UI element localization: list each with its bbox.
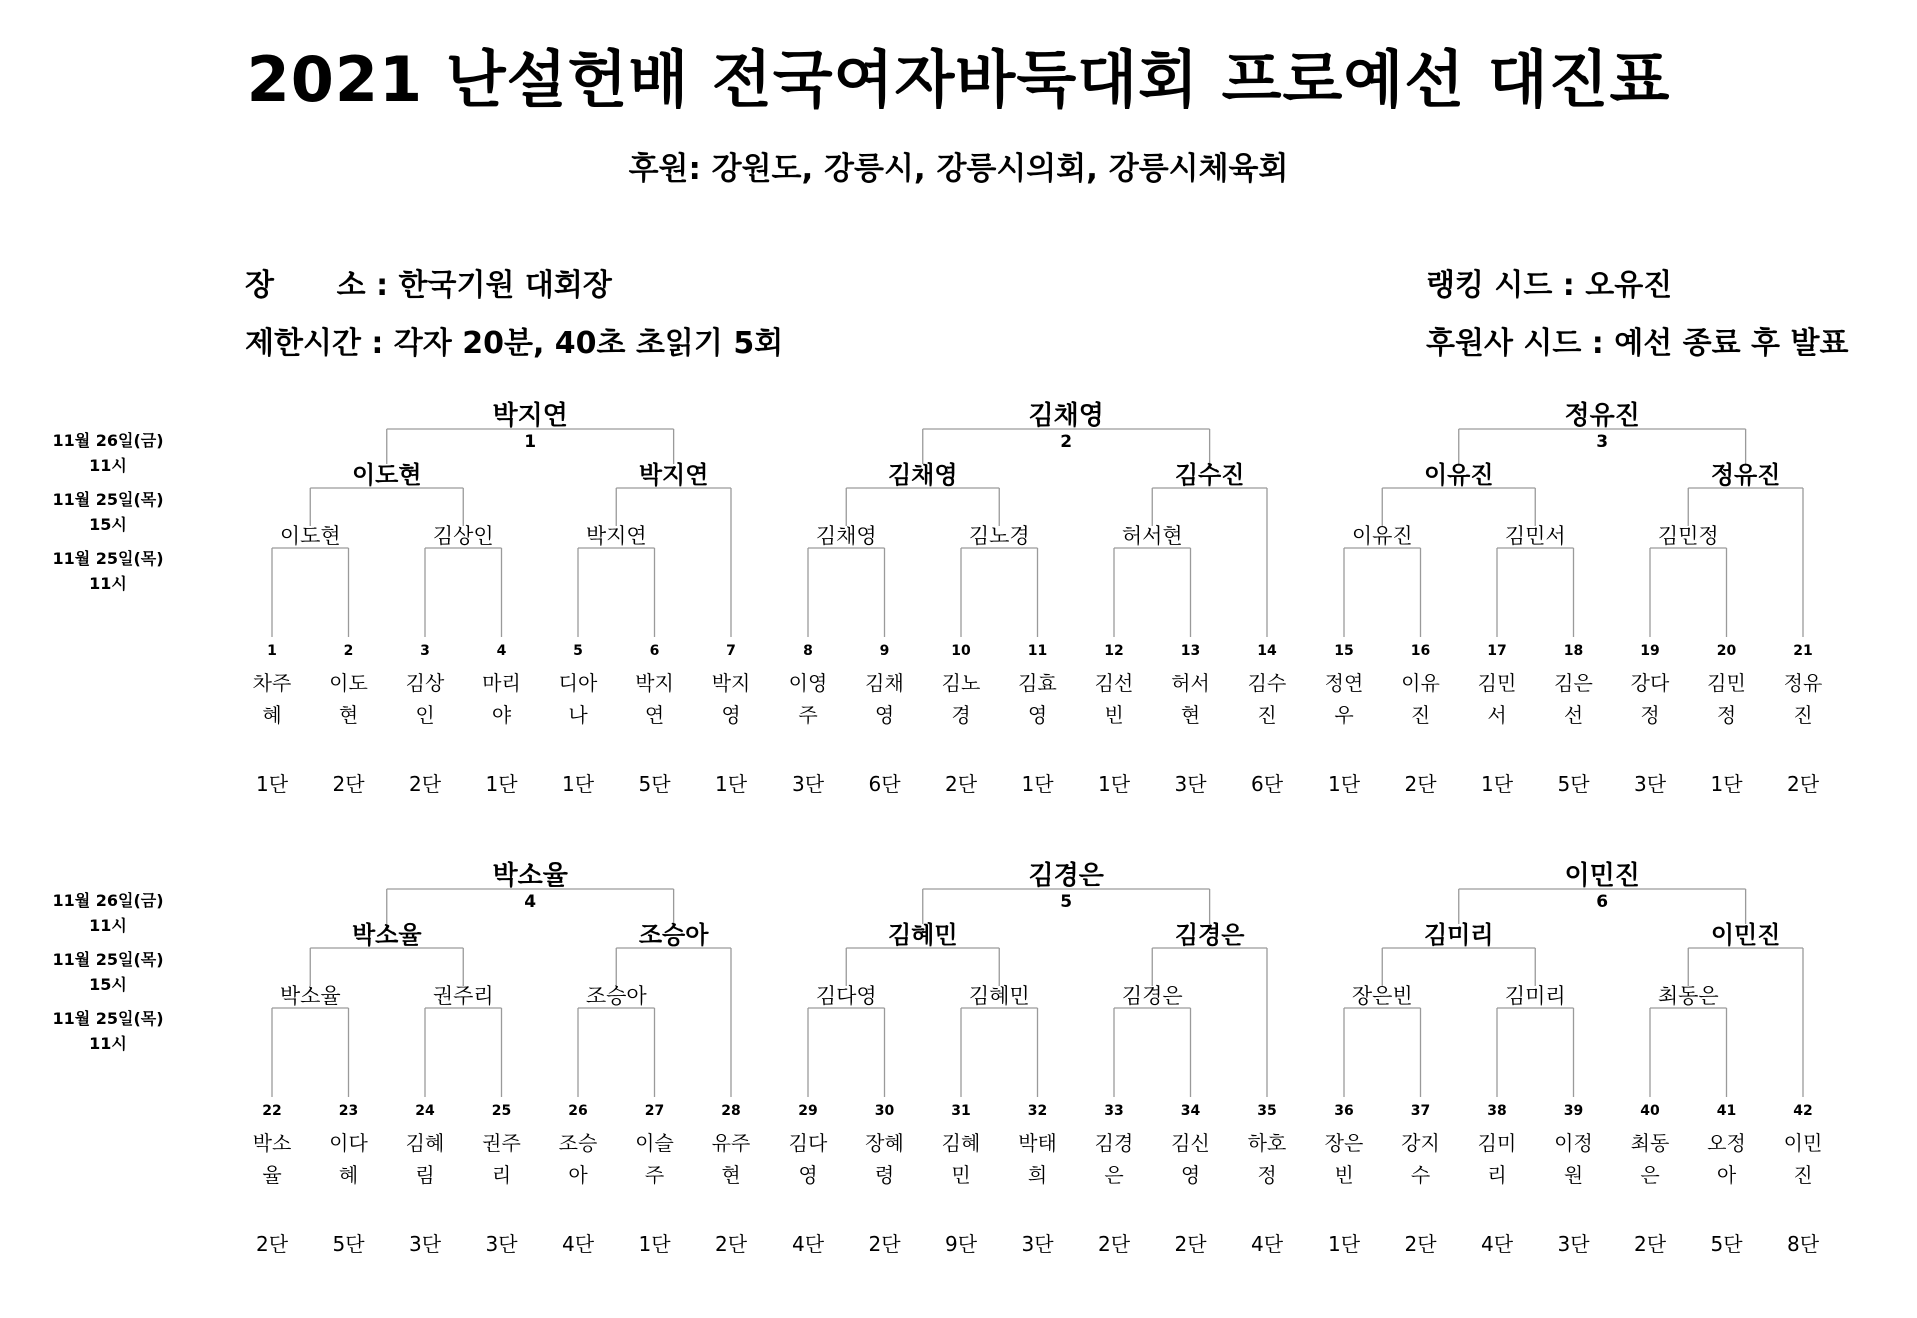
player-rank: 4단	[561, 1232, 595, 1256]
quarterfinal-winner: 허서현	[1121, 524, 1183, 548]
player-rank: 2단	[1404, 1232, 1437, 1256]
quarterfinal-winner: 김경은	[1121, 984, 1183, 1008]
player-seed-number: 37	[1410, 1103, 1431, 1119]
group-winner: 박지연	[492, 401, 568, 431]
player-rank: 1단	[1327, 1232, 1361, 1256]
player-rank: 1단	[1097, 772, 1131, 796]
player-seed-number: 33	[1104, 1103, 1124, 1119]
quarterfinal-winner: 김민서	[1504, 524, 1566, 548]
player-name: 김다영	[788, 1131, 828, 1187]
player-rank: 2단	[255, 1232, 289, 1256]
player-name: 김채영	[865, 671, 904, 727]
semifinal-winner: 박지연	[638, 461, 709, 489]
player-name: 김수진	[1247, 671, 1287, 727]
player-rank: 3단	[408, 1232, 442, 1256]
player-seed-number: 25	[491, 1103, 512, 1119]
player-name: 박지연	[635, 671, 674, 727]
schedule-entry	[28, 428, 188, 478]
player-rank: 2단	[1633, 1232, 1667, 1256]
semifinal-winner: 김경은	[1174, 921, 1245, 949]
player-name: 김효영	[1018, 671, 1057, 727]
player-name: 김경은	[1094, 1131, 1134, 1187]
schedule-entry	[28, 888, 188, 938]
quarterfinal-winner: 장은빈	[1351, 984, 1413, 1008]
player-rank: 4단	[1250, 1232, 1284, 1256]
player-name: 허서현	[1171, 671, 1210, 727]
player-seed-number: 42	[1793, 1103, 1813, 1119]
player-name: 김혜림	[405, 1131, 445, 1187]
player-seed-number: 22	[262, 1103, 282, 1119]
group-number: 3	[1596, 432, 1609, 452]
player-name: 김민서	[1477, 671, 1517, 727]
player-rank: 8단	[1786, 1232, 1820, 1256]
player-name: 박소율	[252, 1131, 292, 1187]
player-seed-number: 23	[338, 1103, 359, 1119]
group-number: 6	[1596, 892, 1609, 912]
semifinal-winner: 김채영	[887, 461, 958, 489]
player-name: 강지수	[1401, 1131, 1440, 1187]
player-name: 오정아	[1707, 1131, 1746, 1187]
group-number: 4	[524, 892, 537, 912]
quarterfinal-winner: 권주리	[432, 984, 494, 1008]
player-name: 이민진	[1783, 1131, 1823, 1187]
player-seed-number: 32	[1027, 1103, 1048, 1119]
player-rank: 2단	[1404, 772, 1437, 796]
player-name: 차주혜	[252, 671, 292, 727]
semifinal-winner: 박소율	[351, 921, 422, 949]
semifinal-winner: 정유진	[1710, 461, 1781, 489]
player-rank: 1단	[714, 772, 748, 796]
player-seed-number: 34	[1180, 1103, 1201, 1119]
player-name: 장혜령	[865, 1131, 904, 1187]
player-name: 박지영	[711, 671, 751, 727]
player-rank: 1단	[255, 772, 289, 796]
time-limit-value: : 각자 20분, 40초 초읽기 5회	[360, 326, 784, 361]
group-winner: 이민진	[1564, 861, 1640, 891]
player-name: 김혜민	[941, 1131, 981, 1187]
time-limit-label: 제한시간	[245, 326, 361, 361]
player-name: 정연우	[1324, 671, 1364, 727]
quarterfinal-winner: 김다영	[815, 984, 877, 1008]
quarterfinal-winner: 김혜민	[968, 984, 1030, 1008]
player-rank: 1단	[561, 772, 595, 796]
player-name: 이다혜	[329, 1131, 368, 1187]
quarterfinal-winner: 김노경	[968, 524, 1030, 548]
player-seed-number: 29	[798, 1103, 818, 1119]
group-winner: 김채영	[1028, 401, 1104, 431]
group-winner: 박소율	[492, 861, 568, 891]
player-seed-number: 40	[1640, 1103, 1660, 1119]
schedule-time: 11시	[89, 574, 127, 593]
schedule-time: 11시	[89, 916, 127, 935]
player-name: 김노경	[941, 671, 981, 727]
quarterfinal-winner: 이유진	[1351, 524, 1413, 548]
group-number: 2	[1060, 432, 1073, 452]
quarterfinal-winner: 김미리	[1504, 984, 1566, 1008]
schedule-date: 11월 26일(금)	[52, 891, 164, 910]
venue-label: 장 소	[245, 268, 366, 303]
player-rank: 1단	[1021, 772, 1054, 796]
player-name: 김은선	[1554, 671, 1593, 727]
player-name: 권주리	[482, 1131, 521, 1187]
group-number: 5	[1060, 892, 1073, 912]
group-winner: 정유진	[1564, 401, 1640, 431]
player-seed-number: 30	[874, 1103, 895, 1119]
quarterfinal-winner: 조승아	[585, 984, 647, 1008]
schedule-date: 11월 25일(목)	[52, 950, 164, 969]
player-rank: 3단	[485, 1232, 518, 1256]
schedule-date: 11월 25일(목)	[52, 549, 164, 568]
player-name: 마리야	[482, 671, 521, 727]
player-rank: 6단	[868, 772, 901, 796]
player-seed-number: 8	[803, 643, 813, 659]
group-number: 1	[524, 432, 537, 452]
player-seed-number: 14	[1257, 643, 1277, 659]
schedule-entry	[28, 546, 188, 596]
semifinal-winner: 이도현	[351, 461, 422, 489]
player-seed-number: 7	[726, 643, 736, 659]
player-name: 이영주	[788, 671, 828, 727]
player-name: 이도현	[329, 671, 368, 727]
player-rank: 2단	[944, 772, 978, 796]
player-seed-number: 2	[343, 643, 354, 659]
player-name: 조승아	[558, 1131, 598, 1187]
player-seed-number: 38	[1487, 1103, 1507, 1119]
quarterfinal-winner: 이도현	[279, 524, 341, 548]
player-rank: 5단	[1710, 1232, 1743, 1256]
quarterfinal-winner: 박소율	[279, 984, 341, 1008]
semifinal-winner: 이유진	[1423, 461, 1494, 489]
player-seed-number: 9	[879, 643, 890, 659]
player-name: 이슬주	[635, 1131, 674, 1187]
schedule-date: 11월 26일(금)	[52, 431, 164, 450]
player-name: 장은빈	[1324, 1131, 1364, 1187]
player-seed-number: 3	[420, 643, 430, 659]
player-rank: 1단	[638, 1232, 671, 1256]
player-seed-number: 20	[1716, 643, 1737, 659]
player-rank: 3단	[791, 772, 825, 796]
player-rank: 2단	[1786, 772, 1820, 796]
sponsor-line: 후원: 강원도, 강릉시, 강릉시의회, 강릉시체육회	[628, 151, 1289, 187]
player-rank: 3단	[1174, 772, 1207, 796]
semifinal-winner: 조승아	[638, 921, 709, 949]
schedule-date: 11월 25일(목)	[52, 1009, 164, 1028]
schedule-time: 15시	[89, 515, 127, 534]
player-rank: 1단	[1710, 772, 1743, 796]
player-name: 강다정	[1630, 671, 1670, 727]
player-name: 이유진	[1401, 671, 1440, 727]
player-name: 이정원	[1554, 1131, 1593, 1187]
player-name: 김미리	[1477, 1131, 1517, 1187]
player-seed-number: 6	[649, 643, 660, 659]
player-seed-number: 39	[1563, 1103, 1584, 1119]
sponsor-seed: 후원사 시드 : 예선 종료 후 발표	[1426, 326, 1849, 361]
player-rank: 3단	[1021, 1232, 1054, 1256]
player-rank: 5단	[638, 772, 671, 796]
player-rank: 9단	[944, 1232, 978, 1256]
venue-value: : 한국기원 대회장	[365, 268, 612, 303]
player-rank: 1단	[485, 772, 518, 796]
player-seed-number: 24	[415, 1103, 435, 1119]
schedule-entry	[28, 947, 188, 997]
player-seed-number: 36	[1334, 1103, 1354, 1119]
player-seed-number: 4	[496, 643, 507, 659]
player-rank: 2단	[1174, 1232, 1207, 1256]
player-seed-number: 21	[1793, 643, 1813, 659]
player-rank: 2단	[868, 1232, 901, 1256]
semifinal-winner: 김수진	[1174, 461, 1245, 489]
schedule-time: 15시	[89, 975, 127, 994]
player-name: 최동은	[1630, 1131, 1670, 1187]
player-rank: 5단	[332, 1232, 365, 1256]
player-rank: 2단	[714, 1232, 748, 1256]
player-name: 하호정	[1247, 1131, 1287, 1187]
player-seed-number: 10	[951, 643, 971, 659]
player-seed-number: 11	[1027, 643, 1048, 659]
player-seed-number: 31	[951, 1103, 971, 1119]
player-name: 김민정	[1707, 671, 1746, 727]
player-seed-number: 12	[1104, 643, 1124, 659]
player-name: 김신영	[1171, 1131, 1210, 1187]
semifinal-winner: 김미리	[1423, 921, 1494, 949]
player-seed-number: 28	[721, 1103, 741, 1119]
player-seed-number: 26	[568, 1103, 588, 1119]
player-rank: 2단	[332, 772, 365, 796]
quarterfinal-winner: 김채영	[815, 524, 877, 548]
quarterfinal-winner: 김상인	[432, 524, 494, 548]
player-seed-number: 17	[1487, 643, 1507, 659]
schedule-time: 11시	[89, 456, 127, 475]
player-rank: 3단	[1557, 1232, 1590, 1256]
player-seed-number: 35	[1257, 1103, 1277, 1119]
player-rank: 1단	[1327, 772, 1361, 796]
player-name: 김상인	[405, 671, 445, 727]
player-rank: 1단	[1480, 772, 1514, 796]
player-rank: 5단	[1557, 772, 1590, 796]
player-rank: 4단	[791, 1232, 825, 1256]
quarterfinal-winner: 김민정	[1657, 524, 1719, 548]
semifinal-winner: 이민진	[1710, 921, 1781, 949]
player-name: 김선빈	[1094, 671, 1134, 727]
player-name: 정유진	[1783, 671, 1823, 727]
player-rank: 6단	[1250, 772, 1284, 796]
player-seed-number: 27	[644, 1103, 665, 1119]
page-title: 2021 난설헌배 전국여자바둑대회 프로예선 대진표	[246, 43, 1671, 116]
player-seed-number: 41	[1716, 1103, 1737, 1119]
ranking-seed: 랭킹 시드 : 오유진	[1426, 268, 1673, 303]
player-name: 박태희	[1018, 1131, 1057, 1187]
schedule-entry	[28, 487, 188, 537]
quarterfinal-winner: 최동은	[1657, 984, 1719, 1008]
player-seed-number: 18	[1563, 643, 1584, 659]
schedule-time: 11시	[89, 1034, 127, 1053]
schedule-date: 11월 25일(목)	[52, 490, 164, 509]
player-name: 디아나	[558, 671, 598, 727]
player-seed-number: 15	[1334, 643, 1354, 659]
quarterfinal-winner: 박지연	[585, 524, 647, 548]
player-seed-number: 16	[1410, 643, 1431, 659]
player-seed-number: 1	[267, 643, 277, 659]
player-seed-number: 5	[573, 643, 583, 659]
semifinal-winner: 김혜민	[887, 921, 958, 949]
player-seed-number: 19	[1640, 643, 1660, 659]
player-name: 유주현	[711, 1131, 751, 1187]
player-rank: 2단	[408, 772, 442, 796]
player-seed-number: 13	[1180, 643, 1201, 659]
player-rank: 2단	[1097, 1232, 1131, 1256]
player-rank: 4단	[1480, 1232, 1514, 1256]
player-rank: 3단	[1633, 772, 1667, 796]
group-winner: 김경은	[1028, 861, 1104, 891]
schedule-entry	[28, 1006, 188, 1056]
